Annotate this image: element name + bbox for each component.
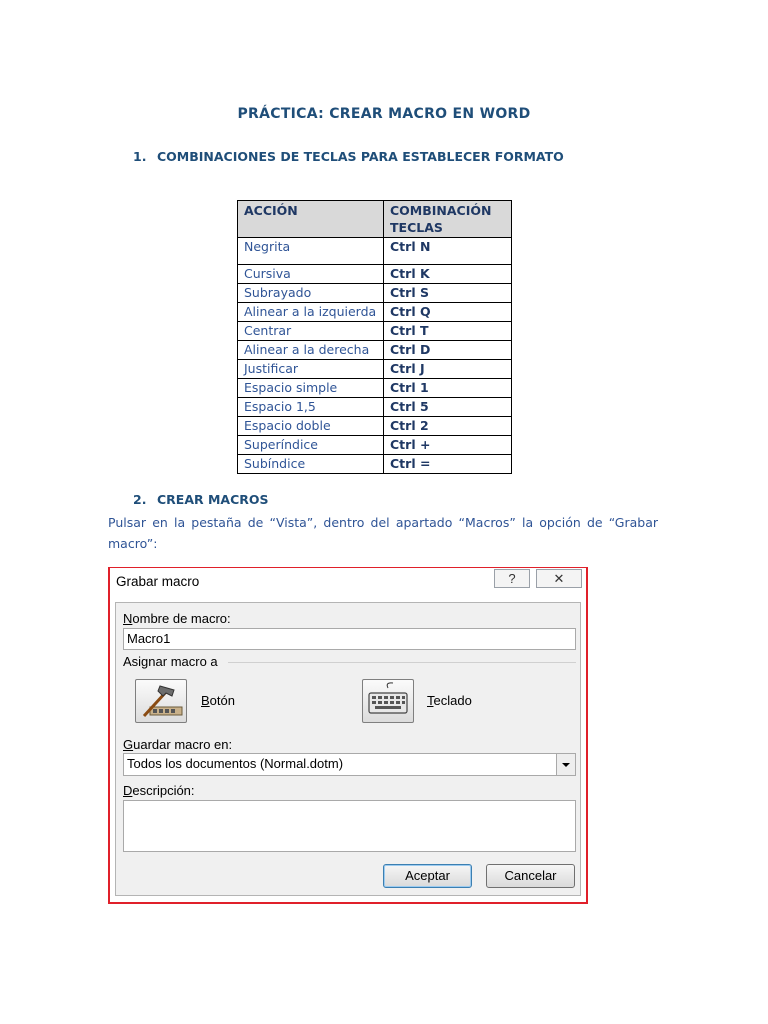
- action-cell: Espacio 1,5: [238, 398, 384, 417]
- action-cell: Alinear a la izquierda: [238, 303, 384, 322]
- action-cell: Subrayado: [238, 284, 384, 303]
- shortcut-cell: Ctrl +: [384, 436, 512, 455]
- assign-button-label: Botón: [201, 693, 235, 708]
- section-1-number: 1.: [133, 149, 147, 164]
- section-2-text: CREAR MACROS: [157, 492, 269, 507]
- table-row: [238, 398, 512, 417]
- ok-button[interactable]: Aceptar: [383, 864, 472, 888]
- shortcut-cell: Ctrl N: [384, 238, 512, 265]
- table-header-row: [238, 201, 512, 238]
- table-row: [238, 360, 512, 379]
- action-cell: Superíndice: [238, 436, 384, 455]
- table-row: [238, 238, 512, 265]
- table-row: [238, 455, 512, 474]
- assign-keyboard-label: Teclado: [427, 693, 472, 708]
- action-cell: Negrita: [238, 238, 384, 265]
- assign-button-button[interactable]: [135, 679, 187, 723]
- table-header-combination: COMBINACIÓN TECLAS: [384, 201, 512, 238]
- table-row: [238, 379, 512, 398]
- cancel-button[interactable]: Cancelar: [486, 864, 575, 888]
- store-macro-label: Guardar macro en:: [123, 737, 233, 752]
- description-label: Descripción:: [123, 783, 195, 798]
- instruction-paragraph: Pulsar en la pestaña de “Vista”, dentro del apartado “Macros” la opción de “Grabar macro”:: [108, 515, 658, 551]
- action-cell: Subíndice: [238, 455, 384, 474]
- shortcut-cell: Ctrl 2: [384, 417, 512, 436]
- dialog-body: [115, 602, 581, 896]
- action-cell: Espacio doble: [238, 417, 384, 436]
- action-cell: Centrar: [238, 322, 384, 341]
- assign-keyboard-button[interactable]: [362, 679, 414, 723]
- shortcut-cell: Ctrl 1: [384, 379, 512, 398]
- shortcut-cell: Ctrl 5: [384, 398, 512, 417]
- record-macro-dialog: [110, 568, 586, 902]
- shortcut-cell: Ctrl D: [384, 341, 512, 360]
- shortcut-cell: Ctrl =: [384, 455, 512, 474]
- table-row: [238, 417, 512, 436]
- assign-separator: [228, 662, 576, 663]
- table-header-action: ACCIÓN: [238, 201, 384, 238]
- shortcut-cell: Ctrl J: [384, 360, 512, 379]
- shortcut-cell: Ctrl K: [384, 265, 512, 284]
- macro-name-input[interactable]: Macro1: [123, 628, 576, 650]
- action-cell: Alinear a la derecha: [238, 341, 384, 360]
- dialog-title: Grabar macro: [116, 574, 200, 589]
- table-row: [238, 436, 512, 455]
- close-button[interactable]: [536, 569, 582, 588]
- assign-macro-label: Asignar macro a: [123, 654, 218, 669]
- table-row: [238, 284, 512, 303]
- table-row: [238, 341, 512, 360]
- table-row: [238, 303, 512, 322]
- description-textarea[interactable]: [123, 800, 576, 852]
- store-macro-value: Todos los documentos (Normal.dotm): [127, 756, 344, 771]
- table-row: [238, 322, 512, 341]
- shortcut-cell: Ctrl Q: [384, 303, 512, 322]
- hammer-icon: [136, 680, 186, 722]
- dropdown-arrow[interactable]: [556, 754, 575, 775]
- action-cell: Cursiva: [238, 265, 384, 284]
- chevron-down-icon: [557, 754, 575, 775]
- action-cell: Espacio simple: [238, 379, 384, 398]
- shortcut-table: [237, 200, 512, 474]
- keyboard-icon: [363, 680, 413, 722]
- section-2-heading: [133, 492, 269, 507]
- help-icon: ?: [508, 571, 516, 586]
- store-macro-select[interactable]: [123, 753, 576, 776]
- macro-name-label: Nombre de macro:: [123, 611, 231, 626]
- help-button[interactable]: [494, 569, 530, 588]
- section-1-text: COMBINACIONES DE TECLAS PARA ESTABLECER FORMATO: [157, 149, 564, 164]
- table-row: [238, 265, 512, 284]
- shortcut-cell: Ctrl T: [384, 322, 512, 341]
- close-icon: ✕: [553, 571, 565, 586]
- shortcut-cell: Ctrl S: [384, 284, 512, 303]
- section-2-number: 2.: [133, 492, 147, 507]
- action-cell: Justificar: [238, 360, 384, 379]
- section-1-heading: [133, 149, 564, 164]
- page-title: PRÁCTICA: CREAR MACRO EN WORD: [237, 106, 531, 122]
